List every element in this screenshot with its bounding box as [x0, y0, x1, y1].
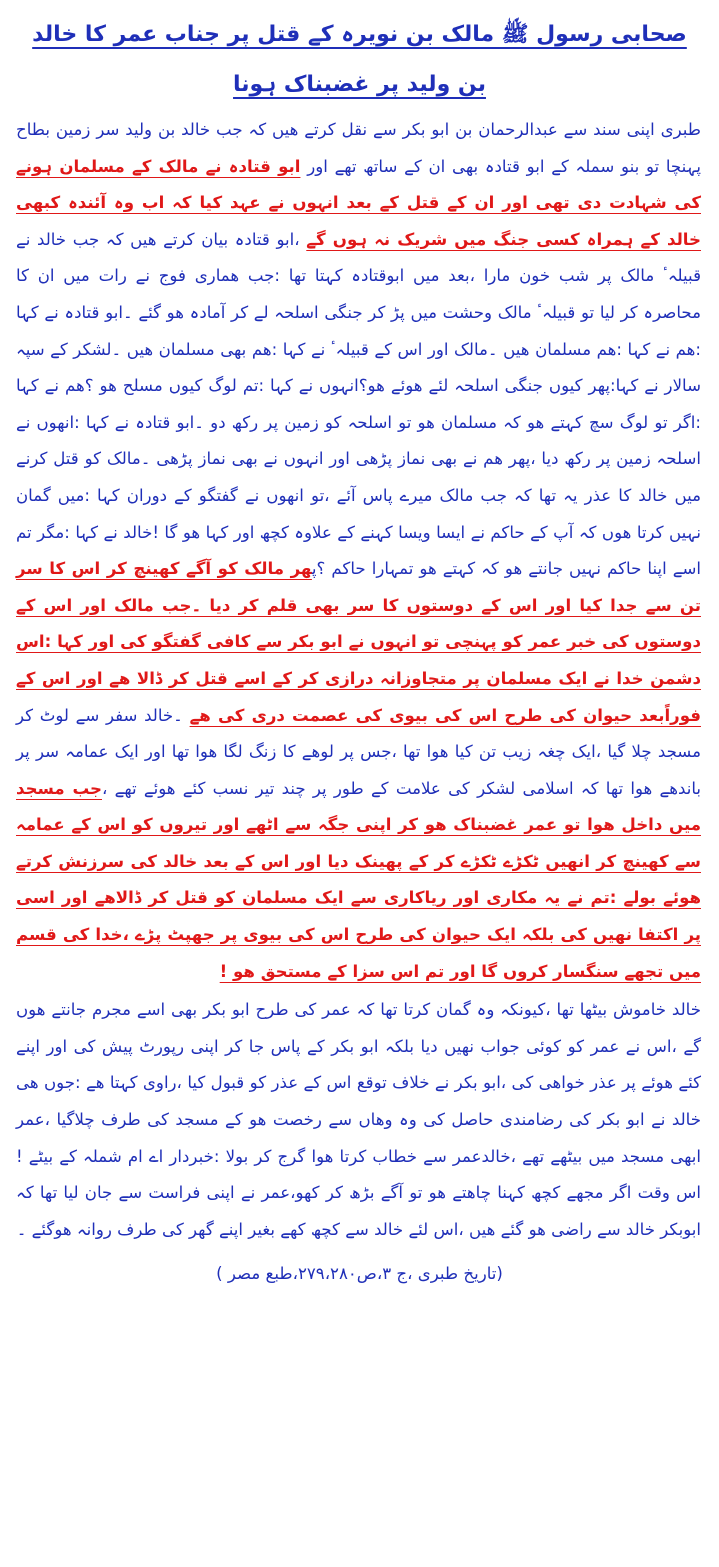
article-title: صحابی رسول ﷺ مالک بن نویرہ کے قتل پر جناب عمر کا خالد بن ولید پر غضبناک ہونا: [32, 22, 687, 97]
mosque-return-text: ۔خالد سفر سے لوٹ کر مسجد چلا گیا ،ایک چغہ زیب تن کیا ھوا تھا ،جس پر لوھے کا زنگ لگا ھوا تھا اور ایک عمامہ سر پر باندھے ھوا تھا کہ اسلامی لشکر کی علامت کے طور پر چند تیر نسب کئے ھوئے تھے ،: [16, 705, 701, 798]
narration-text: ،ابو قتادہ بیان کرتے ھیں کہ جب خالد نے قبیلہٴ مالک پر شب خون مارا ،بعد میں ابوقتادہ کہتا تھا :جب ھماری فوج نے رات میں ان کا محاصرہ کر لیا تو قبیلہٴ مالک وحشت میں پڑ کر جنگی اسلحہ لے کر آمادہ ھو گئے ۔ابو قتادہ نے کہا :ھم نے کہا :ھم مسلمان ھیں ۔مالک اور اس کے قبیلہٴ نے کہا :ھم بھی مسلمان ھیں ۔لشکر کے سپہ سالار نے کہا:پھر کیوں جنگی اسلحہ لئے ھوئے ھو؟انہوں نے کہا :تم لوگ کیوں مسلح ھو ؟ھم نے کہا :اگر تو لوگ سچ کہتے ھو کہ مسلمان ھو تو اسلحہ کو زمین پر رکھ دو ۔ابو قتادہ نے کہا :انھوں نے اسلحہ زمین پر رکھ دیا ،پھر ھم نے بھی نماز پڑھی اور انہوں نے بھی نماز پڑھی ۔مالک کو قتل کرنے میں خالد کا عذر یہ تھا کہ جب مالک میرے پاس آئے ،تو انھوں نے گفتگو کے دوران کہا :میں گمان نہیں کرتا ھوں کہ آپ کے حاکم نے ایسا ویسا کہنے کے علاوہ کچھ اور کہا ھو گا !خالد نے کہا :مگر تم اسے اپنا حاکم نہیں جانتے ھو کہ کہتے ھو تمہارا حاکم ؟پ: [16, 229, 701, 579]
source-citation: (تاریخ طبری ،ج ۳،ص۲۷۹،۲۸۰،طبع مصر ): [216, 1264, 503, 1284]
closing-paragraph: خالد خاموش بیٹھا تھا ،کیونکہ وہ گمان کرتا تھا کہ عمر کی طرح ابو بکر بھی اسے مجرم جانتے ھوں گے ،اس نے عمر کو کوئی جواب نھیں دیا بلکہ ابو بکر کے پاس جا کر اپنی رپورٹ پیش کی اور اپنے کئے ھوئے پر عذر خواھی کی ،ابو بکر نے خلاف توقع اس کے عذر کو قبول کیا ،راوی کہتا ھے :جوں ھی خالد نے ابو بکر کی رضامندی حاصل کی وہ وھاں سے رخصت ھو کے مسجد کی طرف چلاگیا ،عمر ابھی مسجد میں بیٹھے تھے ،خالدعمر سے خطاب کرتا ھوا گرج کر بولا :خبردار اے ام شملہ کے بیٹے !اس وقت اگر مجھے کچھ کہنا چاھتے ھو تو آگے بڑھ کر کھو،عمر نے اپنی فراست سے جان لیا تھا کہ ابوبکر خالد سے راضی ھو گئے ھیں ،اس لئے خالد سے کچھ کھے بغیر اپنے گھر کی طرف روانہ ھوگئے ۔: [16, 1000, 701, 1239]
highlight-umar-anger: جب مسجد میں داخل ھوا تو عمر غضبناک ھو کر اپنی جگہ سے اٹھے اور تیروں کو اس کے عمامہ سے کھینچ کر انھیں ٹکڑے ٹکڑے کر کے پھینک دیا اور اس کے بعد خالد کی سرزنش کرتے ھوئے بولے :تم نے یہ مکاری اور ریاکاری سے ایک مسلمان کو قتل کر ڈالاھے اور اسی پر اکتفا نھیں کی بلکہ ایک حیوان کی طرح اس کی بیوی پر جھپٹ پڑے ،خدا کی قسم میں تجھے سنگسار کروں گا اور تم اس سزا کے مستحق ھو !: [16, 778, 701, 981]
highlight-abu-qatada-testimony: ابو قتادہ نے مالک کے مسلمان ہونے کی شہادت دی تھی اور ان کے قتل کے بعد انہوں نے عہد کیا کہ اب وہ آئندہ کبھی خالد کے ہمراہ کسی جنگ میں شریک نہ ہوں گے: [16, 156, 701, 249]
article-body: [0, 110, 719, 990]
highlight-malik-killing: ھر مالک کو آگے کھینچ کر اس کا سر تن سے جدا کیا اور اس کے دوستوں کا سر بھی قلم کر دیا ۔جب مالک اور اس کے دوستوں کی خبر عمر کو پہنچی تو انہوں نے ابو بکر سے کافی گفتگو کی اور کہا :اس دشمن خدا نے ایک مسلمان پر متجاوزانہ درازی کر کے اسے قتل کر ڈالا ھے اور اس کے فوراًبعد حیوان کی طرح اس کی بیوی کی عصمت دری کی ھے: [16, 559, 701, 725]
intro-text: طبری اپنی سند سے عبدالرحمان بن ابو بکر سے نقل کرتے ھیں کہ جب خالد بن ولید سر زمین بطاح پہنچا تو بنو سملہ کے ابو قتادہ بھی ان کے ساتھ تھے اور: [16, 120, 701, 176]
